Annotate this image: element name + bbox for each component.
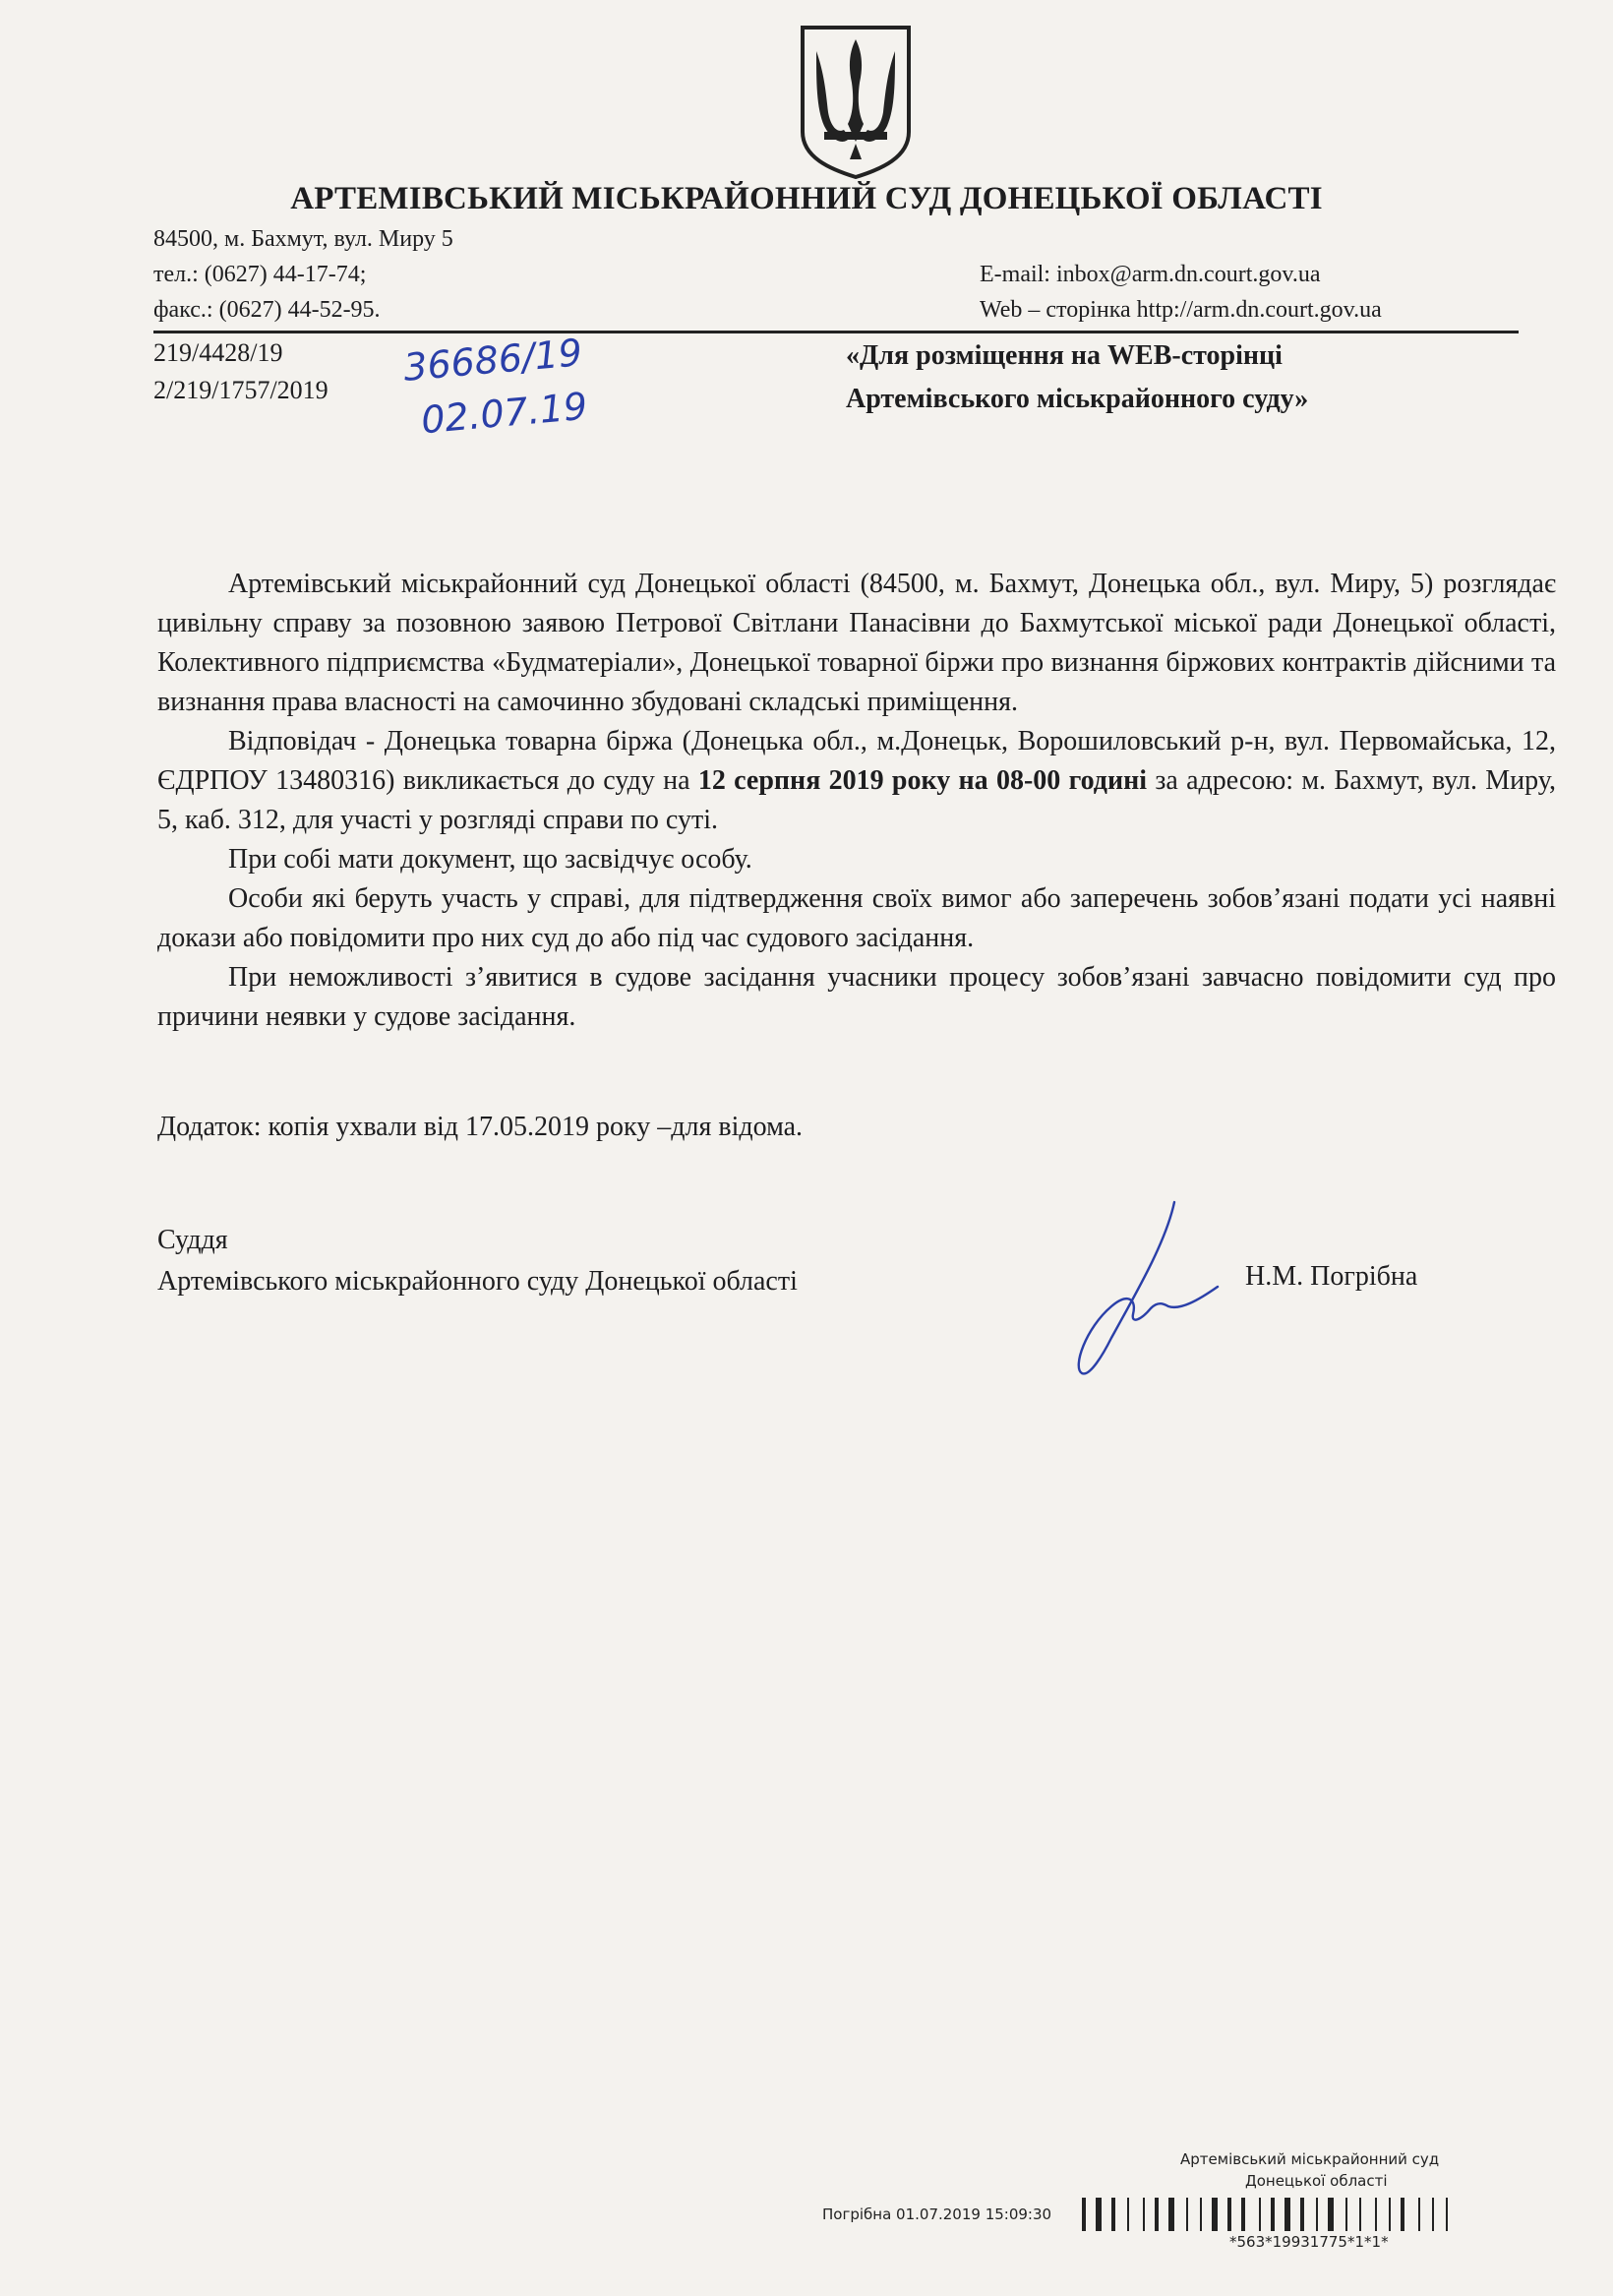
header-divider [153, 331, 1519, 333]
judge-title: Суддя [157, 1225, 228, 1255]
barcode-bar [1200, 2198, 1202, 2231]
barcode-bar [1155, 2198, 1159, 2231]
web-note-line-1: «Для розміщення на WEB-сторінці [846, 340, 1283, 371]
appendix-line: Додаток: копія ухвали від 17.05.2019 року –для відома. [157, 1112, 804, 1142]
web-note-line-2: Артемівського міськрайонного суду» [846, 384, 1309, 414]
coat-of-arms-icon [795, 22, 917, 179]
paragraph-case: Артемівський міськрайонний суд Донецької області (84500, м. Бахмут, Донецька обл., вул. Миру, 5) розглядає цивільну справу за позовною заявою Петрової Світлани Панасівни до Бахмутської міської ради Донецької області, Колективного підприємства «Будматеріали», Донецької товарної біржи про визнання біржових контрактів дійсними та визнання права власності на самочинно збудовані складські приміщення. [157, 569, 1556, 717]
barcode-bar [1432, 2198, 1434, 2231]
registry-stamp-court: Артемівський міськрайонний суд [1180, 2150, 1440, 2168]
case-number: 219/4428/19 [153, 338, 283, 367]
barcode-bar [1186, 2198, 1188, 2231]
court-fax: факс.: (0627) 44-52-95. [153, 297, 381, 323]
paragraph-summons [157, 722, 1556, 840]
barcode-bar [1345, 2198, 1347, 2231]
barcode-bar [1168, 2198, 1174, 2231]
barcode-bar [1127, 2198, 1129, 2231]
barcode-bar [1096, 2198, 1102, 2231]
barcode-bar [1212, 2198, 1218, 2231]
barcode-bar [1300, 2198, 1304, 2231]
paragraph-absence: При неможливості з’явитися в судове засідання учасники процесу зобов’язані завчасно повідомити суд про причини неявки у судове засідання. [157, 962, 1556, 1032]
barcode-bar [1284, 2198, 1290, 2231]
barcode-bar [1227, 2198, 1231, 2231]
court-phone: тел.: (0627) 44-17-74; [153, 262, 367, 287]
court-email: E-mail: inbox@arm.dn.court.gov.ua [980, 262, 1321, 287]
hearing-date: 12 серпня 2019 року на 08-00 годині [697, 765, 1148, 796]
handwritten-signature [1043, 1190, 1239, 1387]
summons-body [157, 565, 1556, 1037]
barcode-bar [1082, 2198, 1086, 2231]
court-address: 84500, м. Бахмут, вул. Миру 5 [153, 226, 453, 252]
barcode-bar [1111, 2198, 1115, 2231]
handwritten-incoming-number: 36686/19 [401, 331, 584, 390]
registry-code: *563*19931775*1*1* [1229, 2233, 1389, 2251]
judge-name: Н.М. Погрібна [1245, 1261, 1418, 1292]
barcode-bar [1401, 2198, 1404, 2231]
registry-stamp-region: Донецької області [1245, 2172, 1388, 2190]
barcode-bar [1143, 2198, 1145, 2231]
judge-court: Артемівського міськрайонного суду Донецької області [157, 1266, 798, 1297]
summons-text-start: Відповідач - Донецька товарна біржа (Донецька обл., м.Донецьк, Ворошиловський р-н, вул. Первомайська, 12, ЄДРПОУ 13480316) викликається до суду на [157, 726, 1556, 796]
paragraph-evidence: Особи які беруть участь у справі, для підтвердження своїх вимог або заперечень зобов’язані подати усі наявні докази або повідомити про них суд до або під час судового засідання. [157, 883, 1556, 953]
barcode-bar [1446, 2198, 1448, 2231]
signature-block [157, 1220, 798, 1302]
barcode-bar [1418, 2198, 1420, 2231]
barcode-bar [1316, 2198, 1318, 2231]
barcode-bar [1259, 2198, 1261, 2231]
barcode-bar [1328, 2198, 1334, 2231]
barcode-bar [1241, 2198, 1245, 2231]
barcode-bar [1375, 2198, 1377, 2231]
barcode-bar [1271, 2198, 1275, 2231]
web-publication-note [846, 334, 1308, 421]
summons-text-end: за адресою: м. Бахмут, вул. Миру, 5, каб. 312, для участі у розгляді справи по суті. [157, 765, 1556, 835]
registry-timestamp: Погрібна 01.07.2019 15:09:30 [822, 2205, 1052, 2223]
proceeding-number: 2/219/1757/2019 [153, 376, 329, 404]
court-web: Web – сторінка http://arm.dn.court.gov.ua [980, 297, 1382, 323]
barcode-bar [1389, 2198, 1391, 2231]
barcode-bar [1359, 2198, 1361, 2231]
registry-barcode [1082, 2196, 1564, 2235]
court-title: АРТЕМІВСЬКИЙ МІСЬКРАЙОННИЙ СУД ДОНЕЦЬКОЇ ОБЛАСТІ [290, 181, 1323, 216]
handwritten-incoming-date: 02.07.19 [419, 384, 589, 443]
paragraph-id-document: При собі мати документ, що засвідчує особу. [228, 844, 752, 875]
